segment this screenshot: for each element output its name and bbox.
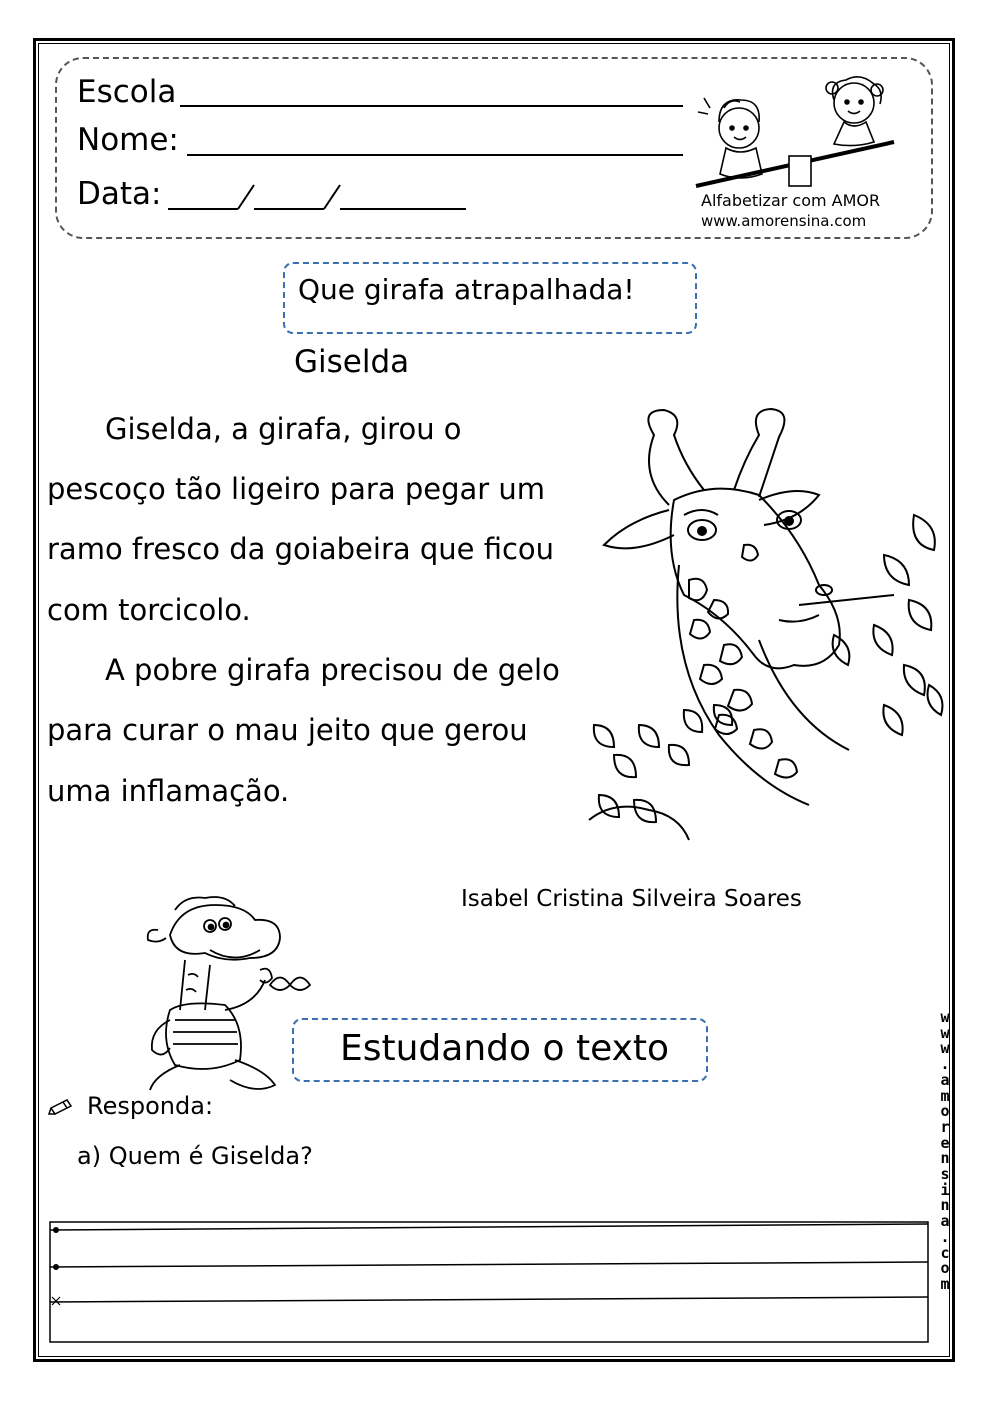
watermark-letter: . (940, 1227, 950, 1246)
date-lines[interactable] (168, 185, 468, 215)
date-label: Data: (77, 176, 162, 212)
story-author: Isabel Cristina Silveira Soares (461, 886, 802, 912)
watermark-letter: o (940, 1102, 950, 1121)
name-label: Nome: (77, 122, 179, 158)
story-line-1: Giselda, a girafa, girou o (105, 412, 462, 446)
watermark-letter: w (940, 1039, 950, 1058)
story-line-5: A pobre girafa precisou de gelo (105, 653, 560, 687)
story-line-2: pescoço tão ligeiro para pegar um (47, 472, 546, 506)
watermark-letter: n (940, 1149, 950, 1168)
watermark-letter: c (940, 1243, 950, 1262)
answer-lines[interactable] (48, 1220, 932, 1346)
watermark-letter: m (940, 1274, 950, 1293)
story-line-4: com torcicolo. (47, 593, 251, 627)
watermark-letter: a (940, 1212, 950, 1231)
study-instruction: Responda: (87, 1092, 214, 1120)
watermark-letter: i (940, 1180, 950, 1199)
watermark-letter: . (940, 1055, 950, 1074)
study-heading: Estudando o texto (340, 1028, 670, 1069)
logo-title: Alfabetizar com AMOR (701, 191, 881, 210)
giraffe-head-illustration (584, 405, 946, 855)
watermark-letter: e (940, 1133, 950, 1152)
question-a: a) Quem é Giselda? (77, 1142, 313, 1170)
logo-url: www.amorensina.com (701, 212, 867, 230)
watermark-letter: w (940, 1008, 950, 1026)
story-title: Que girafa atrapalhada! (298, 273, 635, 306)
story-subtitle: Giselda (294, 344, 410, 380)
watermark-letter: w (940, 1023, 950, 1042)
name-field (77, 122, 179, 158)
watermark-letter: m (940, 1086, 950, 1105)
name-line[interactable] (187, 153, 683, 157)
watermark-letter: n (940, 1196, 950, 1215)
pencil-icon (48, 1098, 74, 1116)
school-label: Escola (77, 74, 177, 110)
story-line-7: uma inflamação. (47, 774, 290, 808)
children-seesaw-illustration (684, 78, 914, 198)
watermark-letter: a (940, 1070, 950, 1089)
watermark-letter: r (940, 1117, 950, 1136)
school-field (77, 74, 176, 110)
school-line[interactable] (180, 104, 683, 108)
vertical-watermark (936, 1010, 954, 1293)
story-line-6: para curar o mau jeito que gerou (47, 713, 528, 747)
story-line-3: ramo fresco da goiabeira que ficou (47, 532, 555, 566)
watermark-letter: o (940, 1259, 950, 1278)
date-field (77, 176, 161, 212)
watermark-letter: s (940, 1165, 950, 1184)
